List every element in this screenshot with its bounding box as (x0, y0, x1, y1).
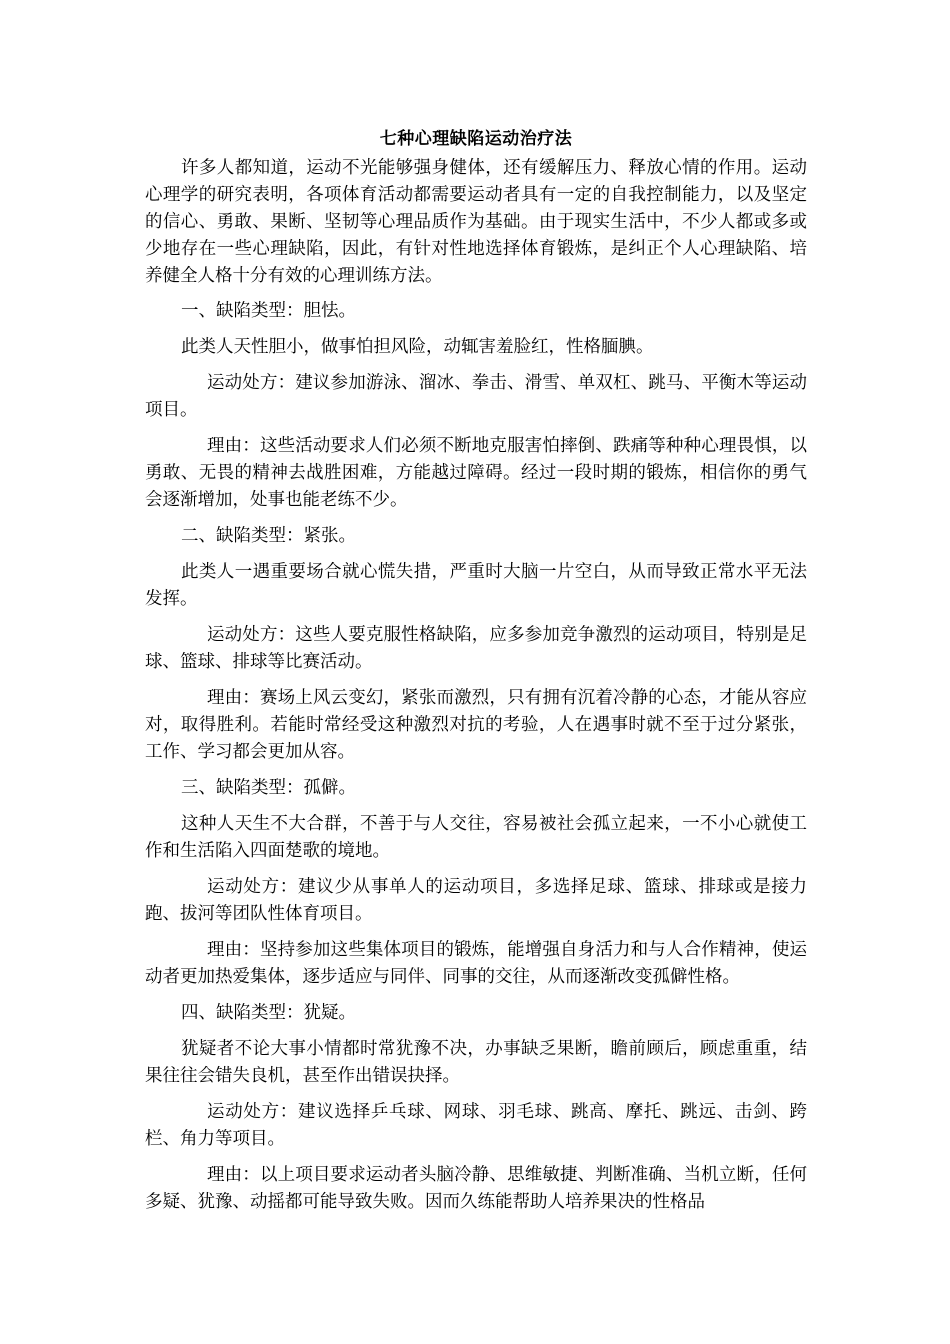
section-4-heading: 四、缺陷类型：犹疑。 (181, 1003, 356, 1023)
document-title: 七种心理缺陷运动治疗法 (379, 129, 573, 149)
section-2-reason: 理由：赛场上风云变幻，紧张而激烈，只有拥有沉着冷静的心态，才能从容应对，取得胜利。若能时常经受这种激烈对抗的考验，人在遇事时就不至于过分紧张，工作、学习都会更加从容。 (145, 688, 807, 762)
section-4-description: 犹疑者不论大事小情都时常犹豫不决，办事缺乏果断，瞻前顾后，顾虑重重，结果往往会错失良机，甚至作出错误抉择。 (145, 1039, 807, 1086)
section-3-prescription: 运动处方：建议少从事单人的运动项目，多选择足球、篮球、排球或是接力跑、拔河等团队性体育项目。 (145, 877, 807, 924)
section-2-description: 此类人一遇重要场合就心慌失措，严重时大脑一片空白，从而导致正常水平无法发挥。 (145, 562, 807, 609)
section-1-heading: 一、缺陷类型：胆怯。 (181, 301, 356, 321)
section-2-heading: 二、缺陷类型：紧张。 (181, 526, 356, 546)
section-1-reason: 理由：这些活动要求人们必须不断地克服害怕摔倒、跌痛等种种心理畏惧，以勇敢、无畏的精神去战胜困难，方能越过障碍。经过一段时期的锻炼，相信你的勇气会逐渐增加，处事也能老练不少。 (145, 436, 807, 510)
section-3-description: 这种人天生不大合群，不善于与人交往，容易被社会孤立起来，一不小心就使工作和生活陷入四面楚歌的境地。 (145, 814, 807, 861)
section-4-prescription: 运动处方：建议选择乒乓球、网球、羽毛球、跳高、摩托、跳远、击剑、跨栏、角力等项目。 (145, 1102, 807, 1149)
section-1-description: 此类人天性胆小，做事怕担风险，动辄害羞脸红，性格腼腆。 (181, 337, 654, 357)
section-1-prescription: 运动处方：建议参加游泳、溜冰、拳击、滑雪、单双杠、跳马、平衡木等运动项目。 (145, 373, 807, 420)
intro-paragraph: 许多人都知道，运动不光能够强身健体，还有缓解压力、释放心情的作用。运动心理学的研究表明，各项体育活动都需要运动者具有一定的自我控制能力，以及坚定的信心、勇敢、果断、坚韧等心理品质作为基础。由于现实生活中，不少人都或多或少地存在一些心理缺陷，因此，有针对性地选择体育锻炼，是纠正个人心理缺陷、培养健全人格十分有效的心理训练方法。 (145, 158, 807, 286)
section-3-reason: 理由：坚持参加这些集体项目的锻炼，能增强自身活力和与人合作精神，使运动者更加热爱集体，逐步适应与同伴、同事的交往，从而逐渐改变孤僻性格。 (145, 940, 807, 987)
section-2-prescription: 运动处方：这些人要克服性格缺陷，应多参加竞争激烈的运动项目，特别是足球、篮球、排球等比赛活动。 (145, 625, 807, 672)
document-page (145, 127, 807, 1225)
section-3-heading: 三、缺陷类型：孤僻。 (181, 778, 356, 798)
section-4-reason: 理由：以上项目要求运动者头脑冷静、思维敏捷、判断准确、当机立断，任何多疑、犹豫、动摇都可能导致失败。因而久练能帮助人培养果决的性格品 (145, 1165, 807, 1212)
